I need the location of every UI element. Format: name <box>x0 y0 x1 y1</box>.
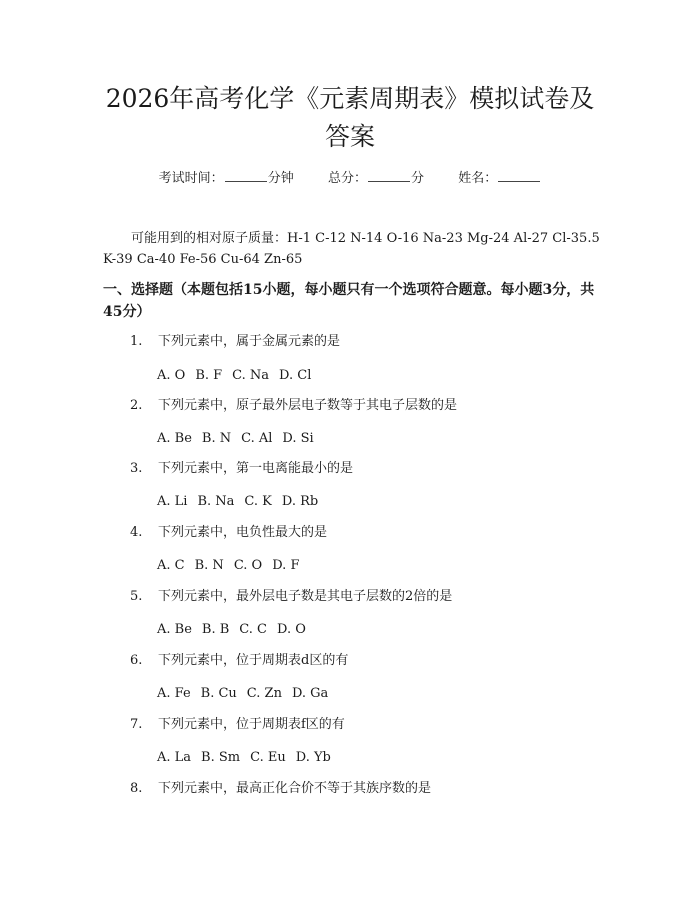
time-blank <box>225 169 267 182</box>
question-8 <box>130 780 431 798</box>
question-3 <box>130 460 353 478</box>
name-blank <box>498 169 540 182</box>
exam-title-line2: 答案 <box>324 122 375 151</box>
option-c: C. O <box>233 558 263 573</box>
question-number: 1. <box>130 334 143 349</box>
option-b: B. N <box>201 431 232 446</box>
question-4-options <box>157 557 309 575</box>
question-number: 6. <box>130 653 143 668</box>
option-c: C. K <box>244 494 272 509</box>
question-2 <box>130 397 457 415</box>
section-heading <box>103 279 603 323</box>
time-label: 考试时间： <box>158 171 224 186</box>
option-a: A. O <box>157 368 186 383</box>
question-1-options <box>157 367 321 385</box>
section-heading-line2: 45分） <box>103 304 151 320</box>
option-a: A. Li <box>157 494 188 509</box>
option-b: B. Na <box>197 494 235 509</box>
question-7 <box>130 716 345 734</box>
question-number: 2. <box>130 398 143 413</box>
exam-info-line <box>0 169 700 188</box>
score-blank <box>368 169 410 182</box>
section-heading-line1: 一、选择题（本题包括15小题，每小题只有一个选项符合题意。每小题3分，共 <box>103 282 595 298</box>
score-unit: 分 <box>411 171 425 186</box>
question-text: 下列元素中，最高正化合价不等于其族序数的是 <box>158 781 432 796</box>
question-text: 下列元素中，第一电离能最小的是 <box>158 461 354 476</box>
question-text: 下列元素中，位于周期表f区的有 <box>158 717 345 732</box>
option-a: A. Fe <box>157 686 191 701</box>
option-b: B. Cu <box>200 686 237 701</box>
option-b: B. F <box>195 368 223 383</box>
question-6 <box>130 652 348 670</box>
atomic-mass-note <box>103 228 603 270</box>
option-a: A. Be <box>157 431 192 446</box>
option-c: C. Eu <box>250 750 286 765</box>
question-6-options <box>157 685 338 703</box>
question-text: 下列元素中，电负性最大的是 <box>158 525 328 540</box>
option-b: B. B <box>201 622 230 637</box>
option-d: D. Si <box>282 431 314 446</box>
question-text: 下列元素中，属于金属元素的是 <box>158 334 341 349</box>
option-d: D. Ga <box>291 686 329 701</box>
option-d: D. F <box>272 558 300 573</box>
option-c: C. Al <box>241 431 273 446</box>
option-c: C. Na <box>232 368 270 383</box>
option-a: A. La <box>157 750 192 765</box>
question-3-options <box>157 493 328 511</box>
question-1 <box>130 333 340 351</box>
atomic-mass-line2: K-39 Ca-40 Fe-56 Cu-64 Zn-65 <box>103 252 303 267</box>
option-c: C. Zn <box>246 686 282 701</box>
name-label: 姓名： <box>458 171 498 186</box>
option-d: D. Yb <box>295 750 331 765</box>
question-text: 下列元素中，原子最外层电子数等于其电子层数的是 <box>158 398 458 413</box>
question-4 <box>130 524 327 542</box>
question-2-options <box>157 430 324 448</box>
question-text: 下列元素中，最外层电子数是其电子层数的2倍的是 <box>158 589 453 604</box>
question-5 <box>130 588 452 606</box>
atomic-mass-line1: 可能用到的相对原子质量：H-1 C-12 N-14 O-16 Na-23 Mg-24 Al-27 Cl-35.5 <box>131 231 600 246</box>
option-d: D. Cl <box>279 368 312 383</box>
question-number: 8. <box>130 781 143 796</box>
exam-title-line1: 2026年高考化学《元素周期表》模拟试卷及 <box>105 84 595 113</box>
option-d: D. O <box>276 622 306 637</box>
option-b: B. N <box>194 558 224 573</box>
exam-title <box>90 80 610 156</box>
option-d: D. Rb <box>281 494 319 509</box>
question-number: 4. <box>130 525 143 540</box>
option-a: A. Be <box>157 622 192 637</box>
question-number: 3. <box>130 461 143 476</box>
question-7-options <box>157 749 341 767</box>
option-c: C. C <box>239 622 267 637</box>
time-unit: 分钟 <box>267 171 294 186</box>
score-label: 总分： <box>327 171 367 186</box>
question-5-options <box>157 621 316 639</box>
option-a: A. C <box>157 558 185 573</box>
question-number: 7. <box>130 717 143 732</box>
question-number: 5. <box>130 589 143 604</box>
option-b: B. Sm <box>201 750 241 765</box>
question-text: 下列元素中，位于周期表d区的有 <box>158 653 349 668</box>
